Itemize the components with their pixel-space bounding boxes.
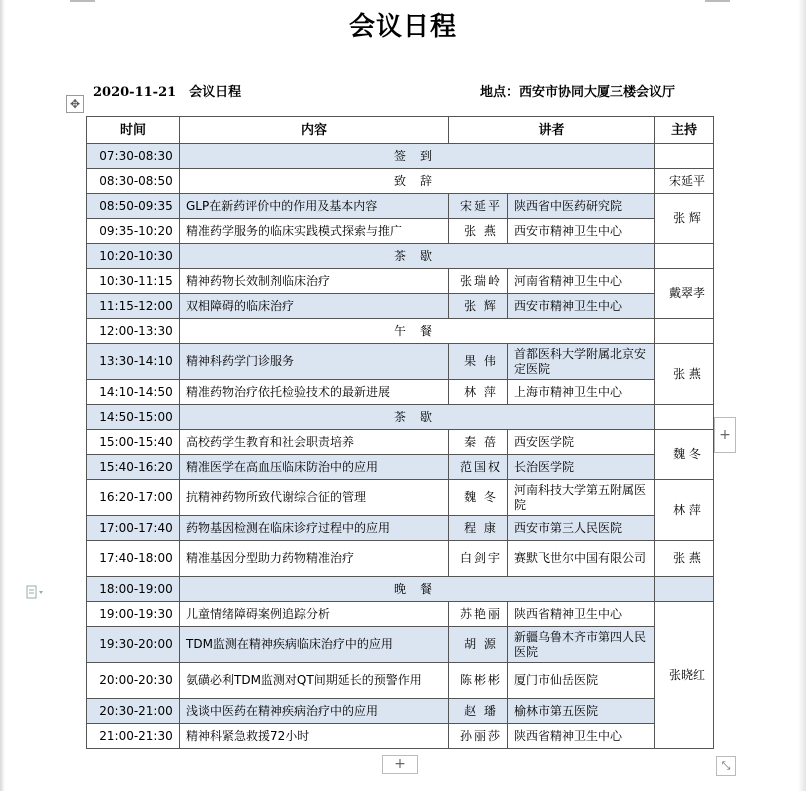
table-resize-icon[interactable]: ⤡ [716, 756, 736, 776]
content-cell: 精神科药学门诊服务 [180, 344, 449, 380]
org-cell: 河南省精神卫生中心 [508, 269, 655, 294]
add-column-plus-icon[interactable]: + [714, 417, 736, 453]
org-cell: 榆林市第五医院 [508, 699, 655, 724]
table-row [87, 144, 714, 169]
time-cell: 07:30-08:30 [87, 144, 180, 169]
content-cell: 双相障碍的临床治疗 [180, 294, 449, 319]
break-cell: 茶歇 [180, 405, 655, 430]
time-cell: 11:15-12:00 [87, 294, 180, 319]
content-cell: 精神药物长效制剂临床治疗 [180, 269, 449, 294]
time-cell: 20:00-20:30 [87, 663, 180, 699]
time-cell: 20:30-21:00 [87, 699, 180, 724]
table-row [87, 480, 714, 516]
content-cell: GLP在新药评价中的作用及基本内容 [180, 194, 449, 219]
host-cell [655, 577, 714, 602]
time-cell: 18:00-19:00 [87, 577, 180, 602]
time-cell: 13:30-14:10 [87, 344, 180, 380]
content-cell: 浅谈中医药在精神疾病治疗中的应用 [180, 699, 449, 724]
page-title: 会议日程 [348, 12, 457, 42]
org-cell: 陕西省精神卫生中心 [508, 724, 655, 749]
content-cell: TDM监测在精神疾病临床治疗中的应用 [180, 627, 449, 663]
meeting-date: 2020-11-21 会议日程 [93, 85, 242, 100]
host-cell: 张 燕 [655, 541, 714, 577]
table-row [87, 244, 714, 269]
host-cell: 张晓红 [655, 602, 714, 749]
table-row [87, 516, 714, 541]
document-icon[interactable] [25, 585, 45, 599]
time-cell: 15:00-15:40 [87, 430, 180, 455]
time-cell: 08:30-08:50 [87, 169, 180, 194]
break-cell: 茶歇 [180, 244, 655, 269]
time-cell: 15:40-16:20 [87, 455, 180, 480]
table-row [87, 602, 714, 627]
host-cell: 魏 冬 [655, 430, 714, 480]
content-cell: 精准基因分型助力药物精准治疗 [180, 541, 449, 577]
table-row [87, 699, 714, 724]
org-cell: 河南科技大学第五附属医院 [508, 480, 655, 516]
header-host: 主持 [655, 117, 714, 144]
content-cell: 抗精神药物所致代谢综合征的管理 [180, 480, 449, 516]
table-row [87, 169, 714, 194]
org-cell: 赛默飞世尔中国有限公司 [508, 541, 655, 577]
time-cell: 21:00-21:30 [87, 724, 180, 749]
org-cell: 首都医科大学附属北京安定医院 [508, 344, 655, 380]
table-row [87, 430, 714, 455]
table-row [87, 269, 714, 294]
time-cell: 16:20-17:00 [87, 480, 180, 516]
org-cell: 陕西省中医药研究院 [508, 194, 655, 219]
break-cell: 致辞 [180, 169, 655, 194]
table-row [87, 455, 714, 480]
speaker-cell: 张 燕 [449, 219, 508, 244]
host-cell [655, 244, 714, 269]
speaker-cell: 秦 蓓 [449, 430, 508, 455]
speaker-cell: 果 伟 [449, 344, 508, 380]
speaker-cell: 白剑宇 [449, 541, 508, 577]
add-row-plus-icon[interactable]: + [382, 755, 418, 774]
time-cell: 12:00-13:30 [87, 319, 180, 344]
margin-mark-right [705, 0, 730, 2]
time-cell: 17:40-18:00 [87, 541, 180, 577]
table-row [87, 294, 714, 319]
org-cell: 陕西省精神卫生中心 [508, 602, 655, 627]
speaker-cell: 宋延平 [449, 194, 508, 219]
table-header-row [87, 117, 714, 144]
time-cell: 14:10-14:50 [87, 380, 180, 405]
org-cell: 长治医学院 [508, 455, 655, 480]
time-cell: 19:30-20:00 [87, 627, 180, 663]
speaker-cell: 陈彬彬 [449, 663, 508, 699]
table-row [87, 541, 714, 577]
content-cell: 氨磺必利TDM监测对QT间期延长的预警作用 [180, 663, 449, 699]
host-cell: 宋延平 [655, 169, 714, 194]
host-cell [655, 144, 714, 169]
table-row [87, 405, 714, 430]
break-cell: 签到 [180, 144, 655, 169]
page-edge-right [798, 0, 806, 791]
break-cell: 晚餐 [180, 577, 655, 602]
header-content: 内容 [180, 117, 449, 144]
table-row [87, 577, 714, 602]
time-cell: 10:30-11:15 [87, 269, 180, 294]
table-row [87, 319, 714, 344]
time-cell: 14:50-15:00 [87, 405, 180, 430]
host-cell: 戴翠孝 [655, 269, 714, 319]
table-row [87, 663, 714, 699]
host-cell: 张 燕 [655, 344, 714, 405]
table-row [87, 344, 714, 380]
speaker-cell: 孙丽莎 [449, 724, 508, 749]
schedule-table [86, 116, 714, 749]
page-edge-left [0, 0, 5, 791]
speaker-cell: 张 辉 [449, 294, 508, 319]
org-cell: 西安市精神卫生中心 [508, 219, 655, 244]
speaker-cell: 胡 源 [449, 627, 508, 663]
host-cell [655, 319, 714, 344]
org-cell: 新疆乌鲁木齐市第四人民医院 [508, 627, 655, 663]
content-cell: 高校药学生教育和社会职责培养 [180, 430, 449, 455]
host-cell [655, 405, 714, 430]
org-cell: 厦门市仙岳医院 [508, 663, 655, 699]
host-cell: 林 萍 [655, 480, 714, 541]
speaker-cell: 魏 冬 [449, 480, 508, 516]
speaker-cell: 范国权 [449, 455, 508, 480]
table-row [87, 627, 714, 663]
table-row [87, 194, 714, 219]
org-cell: 西安医学院 [508, 430, 655, 455]
content-cell: 药物基因检测在临床诊疗过程中的应用 [180, 516, 449, 541]
org-cell: 西安市第三人民医院 [508, 516, 655, 541]
table-move-icon[interactable]: ✥ [66, 95, 84, 113]
margin-mark-left [70, 0, 95, 2]
org-cell: 西安市精神卫生中心 [508, 294, 655, 319]
time-cell: 08:50-09:35 [87, 194, 180, 219]
meeting-location: 地点：西安市协同大厦三楼会议厅 [480, 85, 676, 100]
content-cell: 精神科紧急救援72小时 [180, 724, 449, 749]
time-cell: 10:20-10:30 [87, 244, 180, 269]
time-cell: 17:00-17:40 [87, 516, 180, 541]
content-cell: 精准医学在高血压临床防治中的应用 [180, 455, 449, 480]
time-cell: 19:00-19:30 [87, 602, 180, 627]
speaker-cell: 程 康 [449, 516, 508, 541]
header-speaker: 讲者 [449, 117, 655, 144]
org-cell: 上海市精神卫生中心 [508, 380, 655, 405]
speaker-cell: 张瑞岭 [449, 269, 508, 294]
speaker-cell: 林 萍 [449, 380, 508, 405]
table-row [87, 380, 714, 405]
table-row [87, 219, 714, 244]
time-cell: 09:35-10:20 [87, 219, 180, 244]
content-cell: 精准药物治疗依托检验技术的最新进展 [180, 380, 449, 405]
break-cell: 午餐 [180, 319, 655, 344]
speaker-cell: 苏艳丽 [449, 602, 508, 627]
table-row [87, 724, 714, 749]
speaker-cell: 赵 璠 [449, 699, 508, 724]
content-cell: 儿童情绪障碍案例追踪分析 [180, 602, 449, 627]
header-time: 时间 [87, 117, 180, 144]
host-cell: 张 辉 [655, 194, 714, 244]
content-cell: 精准药学服务的临床实践模式探索与推广 [180, 219, 449, 244]
